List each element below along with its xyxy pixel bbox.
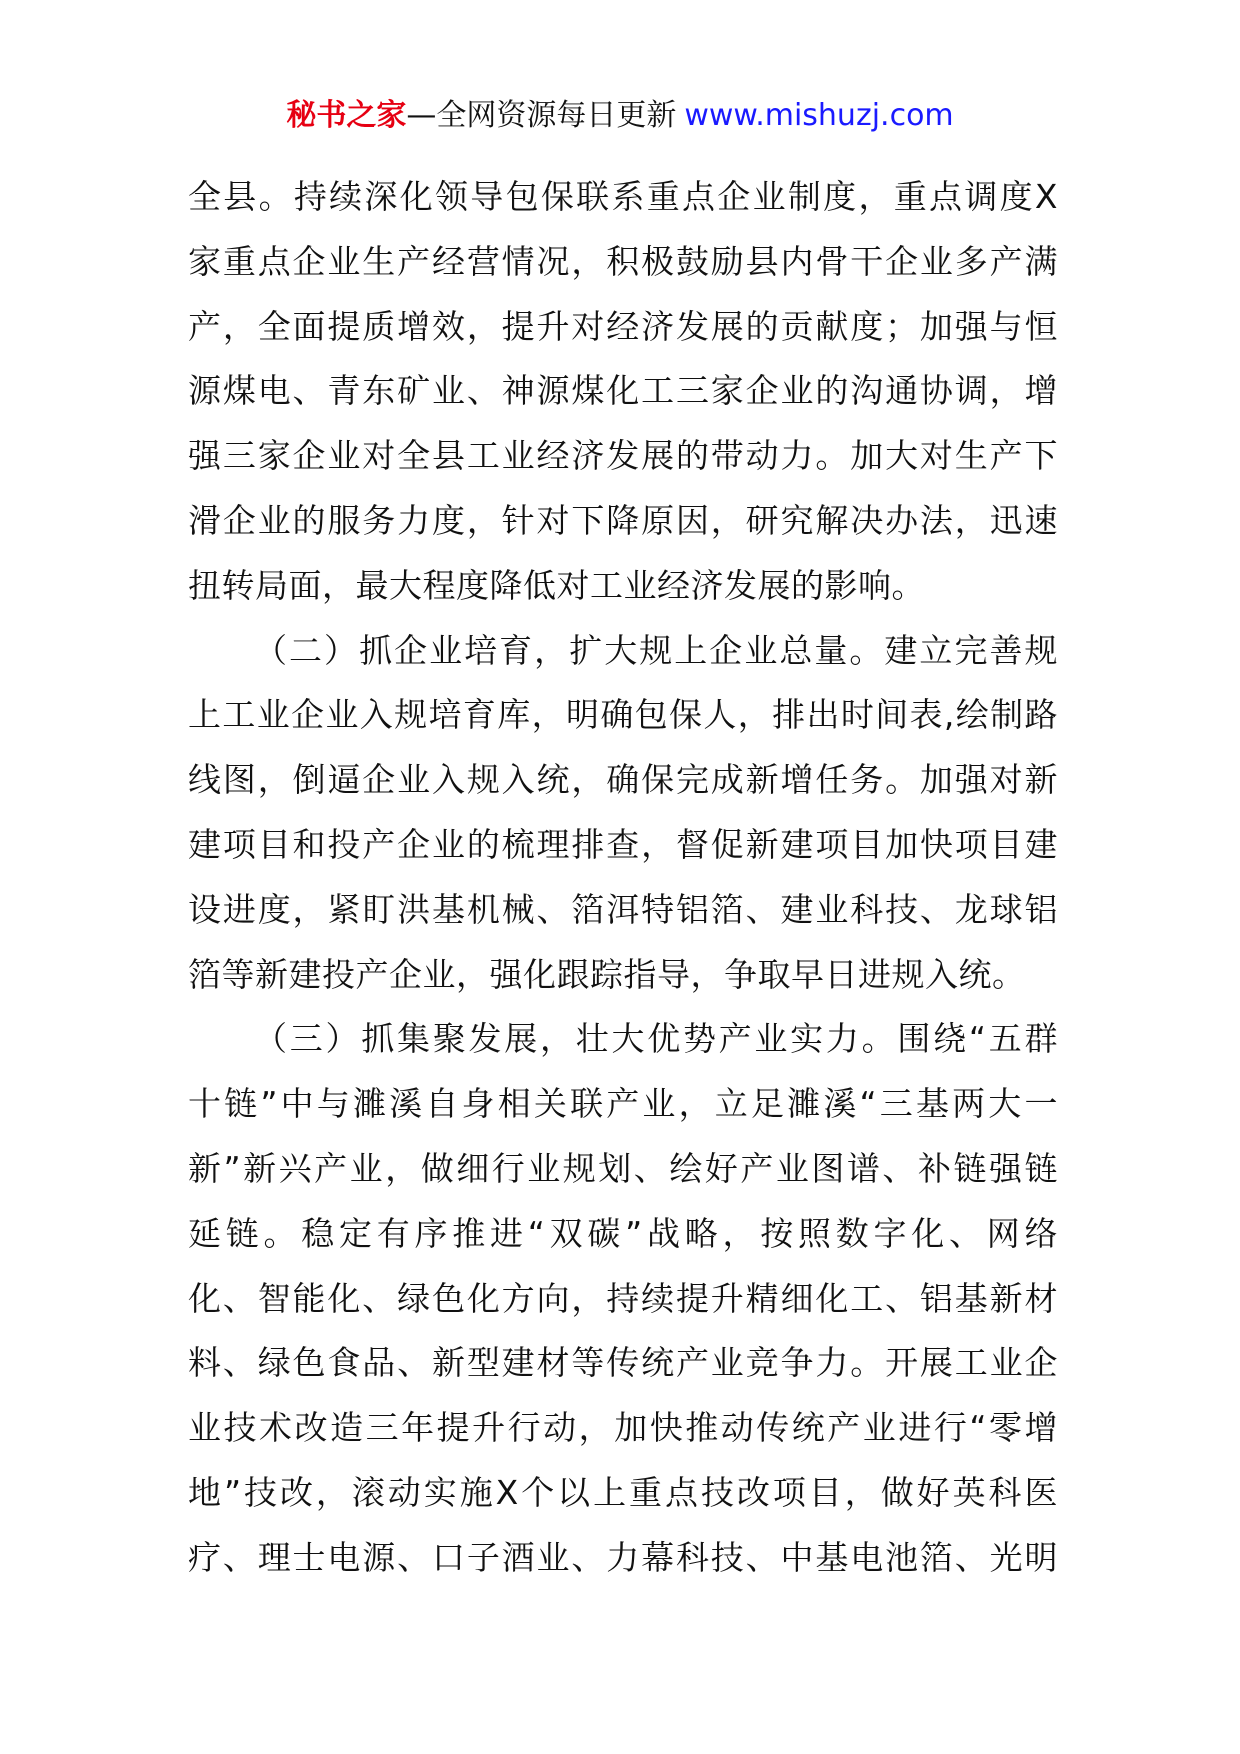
text-line: 延链。稳定有序推进“双碳”战略，按照数字化、网络 <box>188 1213 1058 1253</box>
text-line: 产，全面提质增效，提升对经济发展的贡献度；加强与恒 <box>188 306 1058 346</box>
text-line: 线图，倒逼企业入规入统，确保完成新增任务。加强对新 <box>188 760 1058 800</box>
site-header <box>0 96 1240 136</box>
text-line: 建项目和投产企业的梳理排查，督促新建项目加快项目建 <box>188 824 1058 864</box>
text-line: 滑企业的服务力度，针对下降原因，研究解决办法，迅速 <box>188 500 1058 540</box>
text-line: 家重点企业生产经营情况，积极鼓励县内骨干企业多产满 <box>188 241 1058 281</box>
text-line: 十链”中与濉溪自身相关联产业，立足濉溪“三基两大一 <box>188 1084 1058 1124</box>
text-line: 强三家企业对全县工业经济发展的带动力。加大对生产下 <box>188 436 1058 476</box>
paragraph <box>188 1007 1058 1590</box>
text-line: 化、智能化、绿色化方向，持续提升精细化工、铝基新材 <box>188 1278 1058 1318</box>
document-body <box>188 165 1058 1591</box>
text-line: （二）抓企业培育，扩大规上企业总量。建立完善规 <box>254 630 1058 670</box>
text-line: （三）抓集聚发展，壮大优势产业实力。围绕“五群 <box>254 1019 1058 1059</box>
text-line: 设进度，紧盯洪基机械、箔洱特铝箔、建业科技、龙球铝 <box>188 889 1058 929</box>
site-url-link[interactable]: www.mishuzj.com <box>684 98 954 133</box>
text-line: 业技术改造三年提升行动，加快推动传统产业进行“零增 <box>188 1408 1058 1448</box>
text-line: 新”新兴产业，做细行业规划、绘好产业图谱、补链强链 <box>188 1148 1058 1188</box>
text-line: 疗、理士电源、口子酒业、力幕科技、中基电池箔、光明 <box>188 1537 1058 1577</box>
text-line: 扭转局面，最大程度降低对工业经济发展的影响。 <box>188 565 925 605</box>
text-line: 源煤电、青东矿业、神源煤化工三家企业的沟通协调，增 <box>188 371 1058 411</box>
text-line: 全县。持续深化领导包保联系重点企业制度，重点调度X <box>188 177 1058 216</box>
text-line: 上工业企业入规培育库，明确包保人，排出时间表,绘制路 <box>188 695 1058 735</box>
paragraph <box>188 619 1058 1008</box>
paragraph <box>188 165 1058 619</box>
text-line: 箔等新建投产企业，强化跟踪指导，争取早日进规入统。 <box>188 954 1026 994</box>
text-line: 料、绿色食品、新型建材等传统产业竞争力。开展工业企 <box>188 1343 1058 1383</box>
header-tagline: —全网资源每日更新 <box>406 98 677 133</box>
brand-name: 秘书之家 <box>286 98 407 133</box>
text-line: 地”技改，滚动实施X个以上重点技改项目，做好英科医 <box>188 1472 1058 1512</box>
